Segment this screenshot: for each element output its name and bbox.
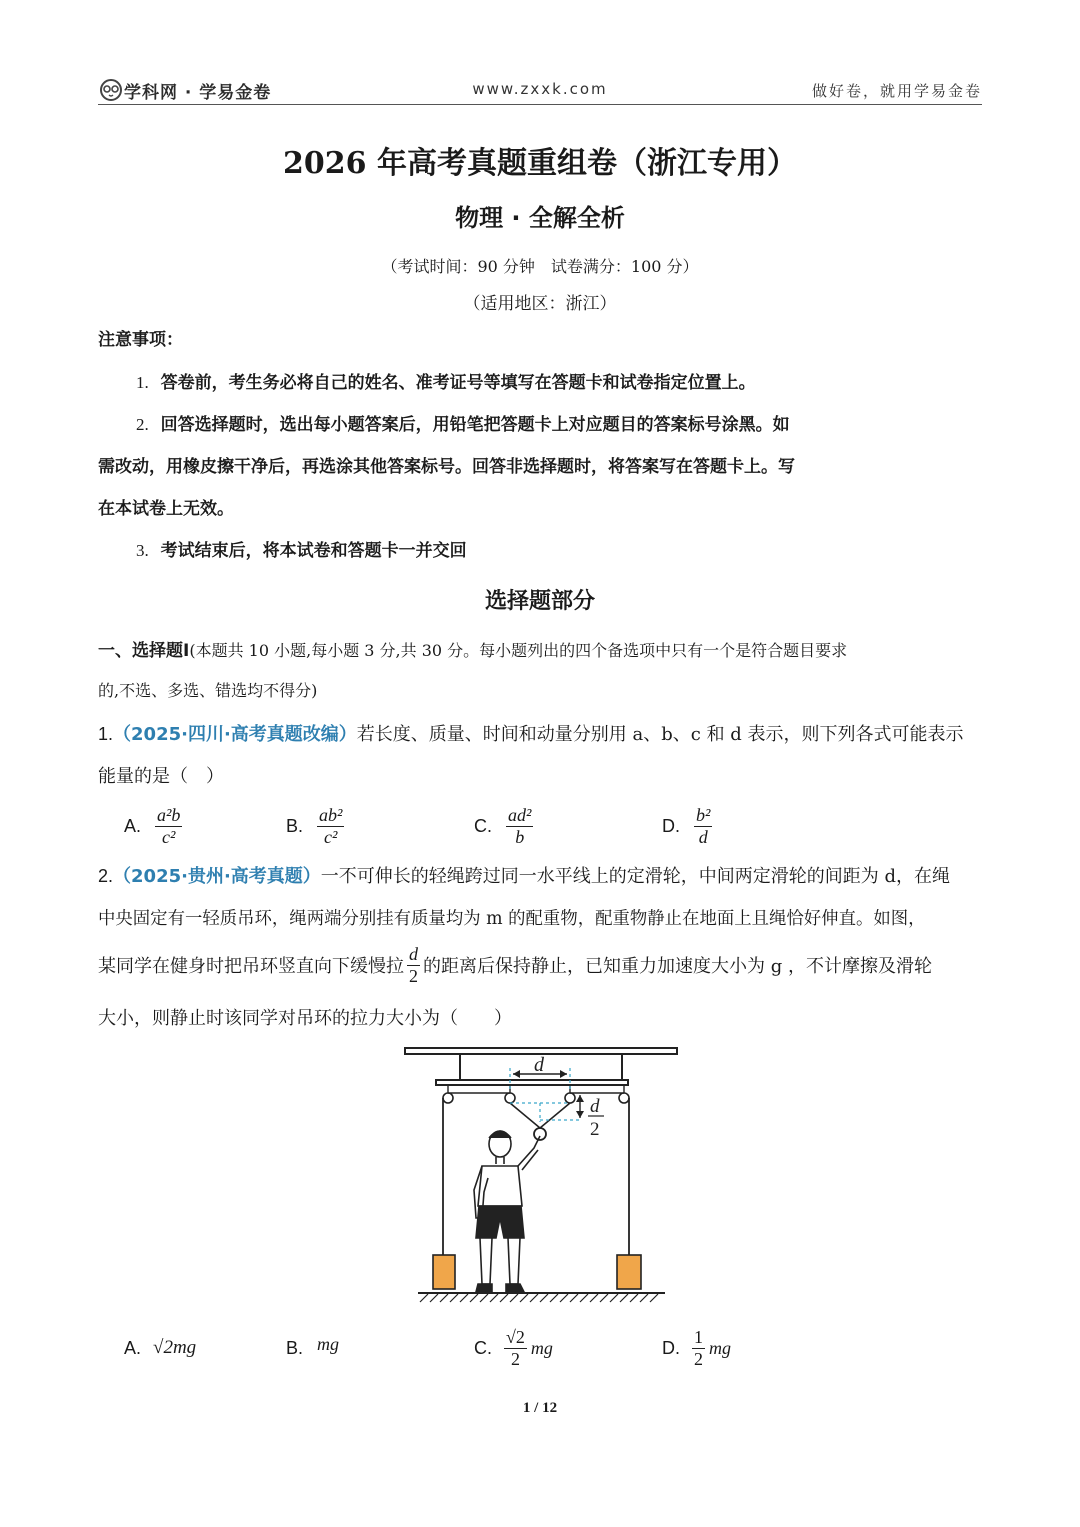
notice-item-3	[98, 536, 982, 561]
option-expression: mg	[317, 1333, 340, 1354]
header-url: www.zxxk.com	[472, 80, 608, 98]
option-letter: A.	[124, 1337, 142, 1358]
d-label: d	[534, 1054, 544, 1076]
option-tail: mg	[709, 1337, 731, 1358]
option-letter: D.	[662, 1337, 680, 1358]
q1-option-b[interactable]	[286, 800, 344, 852]
q1-number: 1.	[98, 724, 114, 744]
option-fraction	[692, 1328, 705, 1369]
notice-item-number: 3.	[136, 541, 149, 560]
person-figure	[474, 1131, 540, 1292]
option-fraction	[155, 806, 182, 847]
option-letter: B.	[286, 815, 304, 836]
part1-description-cont: 的,不选、多选、错选均不得分)	[98, 681, 318, 700]
q2-text-part: 的距离后保持静止，已知重力加速度大小为 g ，不计摩擦及滑轮	[423, 956, 932, 977]
q1-options	[124, 800, 824, 852]
q2-number: 2.	[98, 866, 114, 886]
page-subtitle: 物理 · 全解全析	[455, 204, 625, 232]
pulley-left-inner	[505, 1093, 515, 1103]
q2-inline-fraction	[407, 945, 420, 986]
option-letter: A.	[124, 815, 142, 836]
notice-item-2-line-3: 在本试卷上无效。	[98, 499, 234, 519]
half-d-numerator: d	[590, 1096, 600, 1117]
pulley-right-inner	[565, 1093, 575, 1103]
q2-options	[124, 1322, 824, 1374]
part1-heading: 一、选择题Ⅰ	[98, 641, 190, 661]
fraction-numerator: a²b	[157, 804, 181, 825]
fraction-numerator: d	[409, 943, 418, 964]
option-expression: √2mg	[153, 1337, 197, 1358]
ring	[534, 1128, 546, 1140]
option-fraction	[317, 806, 344, 847]
notice-item-number: 2.	[136, 415, 149, 434]
fraction-numerator: b²	[696, 804, 711, 825]
q2-line-1	[98, 862, 988, 888]
weight-left	[433, 1255, 455, 1289]
section-title: 选择题部分	[484, 589, 595, 614]
option-fraction	[506, 806, 533, 847]
fraction-denominator: c²	[162, 826, 176, 847]
notice-item-text: 答卷前，考生务必将自己的姓名、准考证号等填写在答题卡和试卷指定位置上。	[160, 373, 756, 393]
q2-line-2: 中央固定有一轻质吊环，绳两端分别挂有质量均为 m 的配重物，配重物静止在地面上且绳恰好伸直。如图，	[98, 909, 926, 929]
q2-line-4: 大小，则静止时该同学对吊环的拉力大小为（ ）	[98, 1008, 512, 1029]
option-letter: C.	[474, 815, 492, 836]
fraction-denominator: 2	[510, 1348, 520, 1369]
q1-text: 若长度、质量、时间和动量分别用 a、b、c 和 d 表示，则下列各式可能表示	[356, 724, 964, 745]
pulley-right-outer	[619, 1093, 629, 1103]
pulley-bar	[436, 1080, 628, 1085]
q2-option-b[interactable]	[286, 1322, 339, 1374]
part1-description: (本题共 10 小题,每小题 3 分,共 30 分。每小题列出的四个备选项中只有一个是符合题目要求	[189, 641, 848, 660]
option-fraction	[694, 806, 712, 847]
q2-option-a[interactable]	[124, 1322, 196, 1374]
notice-item-number: 1.	[136, 373, 149, 392]
weight-right	[617, 1255, 641, 1289]
q1-line-2: 能量的是（ ）	[98, 766, 224, 787]
part1-heading-line	[98, 636, 982, 661]
fraction-denominator: d	[698, 826, 708, 847]
fraction-denominator: 2	[409, 965, 418, 986]
notice-item-2-line-1	[98, 410, 982, 435]
q1-source: （2025·四川·高考真题改编）	[113, 724, 357, 745]
half-d-denominator: 2	[590, 1119, 600, 1140]
exam-info: （考试时间：90 分钟 试卷满分：100 分）	[381, 257, 699, 276]
q1-option-d[interactable]	[662, 800, 712, 852]
header-divider	[98, 104, 982, 105]
q2-line-3	[98, 942, 932, 988]
notice-item-2-line-2: 需改动，用橡皮擦干净后，再选涂其他答案标号。回答非选择题时，将答案写在答题卡上。写	[98, 457, 795, 477]
pulley-figure	[400, 1040, 680, 1310]
option-fraction	[504, 1328, 527, 1369]
header-brand: 学科网 · 学易金卷	[124, 83, 272, 103]
header-slogan: 做好卷，就用学易金卷	[811, 82, 982, 100]
ground-hatching	[420, 1294, 658, 1302]
notice-item-text: 考试结束后，将本试卷和答题卡一并交回	[160, 541, 467, 561]
option-letter: C.	[474, 1337, 492, 1358]
q2-option-c[interactable]	[474, 1322, 553, 1374]
page-number: 1 / 12	[522, 1400, 558, 1416]
fraction-numerator: 1	[694, 1326, 703, 1347]
q1-option-a[interactable]	[124, 800, 182, 852]
option-tail: mg	[530, 1337, 553, 1358]
page-title: 2026 年高考真题重组卷（浙江专用）	[283, 146, 797, 181]
q2-option-d[interactable]	[662, 1322, 731, 1374]
q2-source: （2025·贵州·高考真题）	[113, 866, 321, 887]
fraction-denominator: c²	[324, 826, 338, 847]
fraction-denominator: 2	[694, 1348, 703, 1369]
q2-text: 一不可伸长的轻绳跨过同一水平线上的定滑轮，中间两定滑轮的间距为 d，在绳	[320, 866, 951, 887]
option-letter: B.	[286, 1337, 304, 1358]
notice-item-text: 回答选择题时，选出每小题答案后，用铅笔把答题卡上对应题目的答案标号涂黑。如	[160, 415, 790, 435]
pulley-left-outer	[443, 1093, 453, 1103]
q2-text-part: 某同学在健身时把吊环竖直向下缓慢拉	[98, 956, 404, 977]
notice-item-1	[98, 368, 982, 393]
q1-option-c[interactable]	[474, 800, 533, 852]
fraction-denominator: b	[515, 826, 525, 847]
fraction-numerator: √2	[506, 1326, 525, 1347]
fraction-numerator: ad²	[508, 804, 532, 825]
region-info: （适用地区：浙江）	[463, 294, 617, 314]
notice-heading: 注意事项：	[98, 330, 183, 350]
q1-line-1	[98, 720, 988, 746]
fraction-numerator: ab²	[319, 804, 343, 825]
option-letter: D.	[662, 815, 680, 836]
